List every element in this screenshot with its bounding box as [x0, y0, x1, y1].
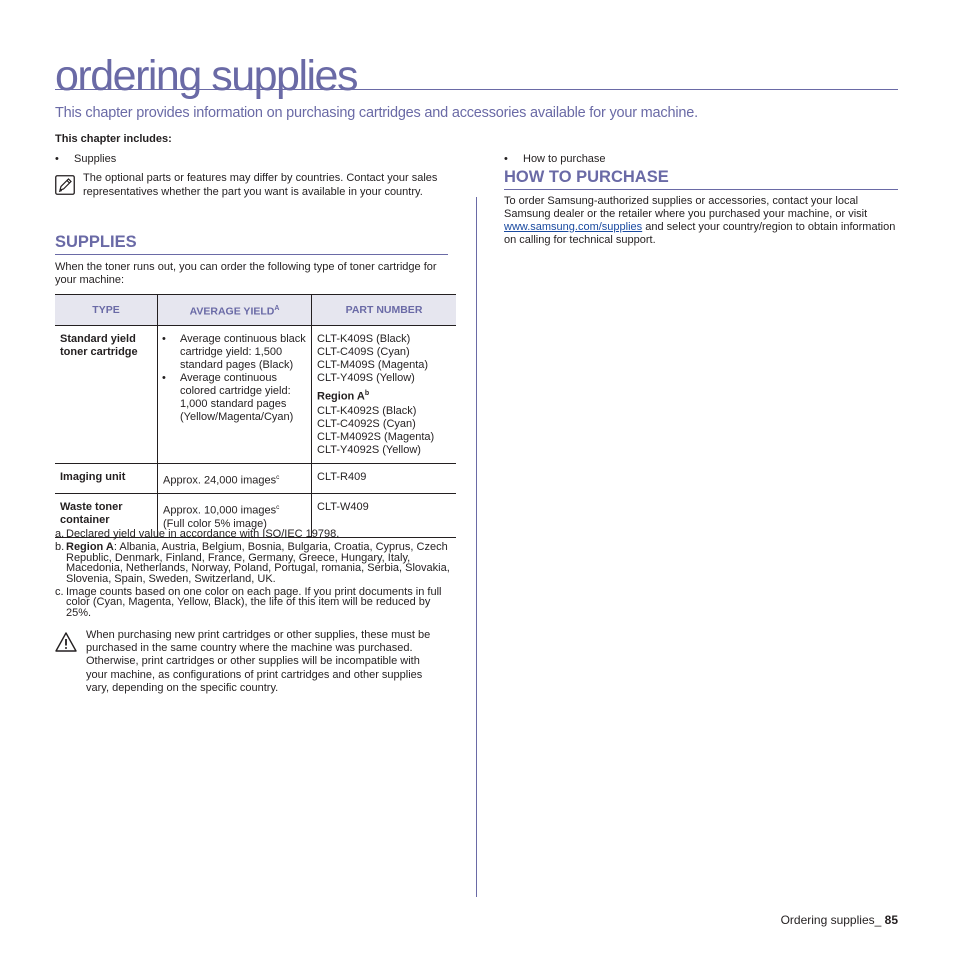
part-number: CLT-Y409S (Yellow)	[317, 372, 415, 384]
column-header-type: TYPE	[55, 295, 158, 326]
part-number: CLT-K4092S (Black)	[317, 404, 417, 417]
region-label: Region $A^b$	[317, 390, 370, 403]
caution-text: When purchasing new print cartridges or other supplies, these must be purchased in the same country where the machine was purchased. Otherwise, print cartridges or other supplies will be incompatible with your machine, as configurations of print cartridges and other supplies vary, depending on the specific country.	[86, 629, 431, 694]
row-yield	[158, 326, 312, 464]
bullet-dot: •	[504, 153, 508, 165]
part-number: CLT-C409S (Cyan)	[317, 346, 410, 358]
row-type: Imaging unit	[55, 463, 158, 494]
toc-item-supplies[interactable]	[55, 153, 116, 165]
chapter-intro: This chapter provides information on purchasing cartridges and accessories available for your machine.	[55, 105, 698, 121]
chapter-title: ordering supplies	[55, 52, 357, 100]
part-number: CLT-M4092S (Magenta)	[317, 430, 435, 443]
how-to-purchase-text: To order Samsung-authorized supplies or accessories, contact your local Samsung dealer or the retailer where you purchased your machine, or visit www.samsung.com/supplies and select your country/region to obtain information on calling for technical support.	[504, 195, 896, 246]
table-row	[55, 463, 456, 494]
footnote-ref-a: A	[274, 304, 280, 312]
includes-heading: This chapter includes:	[55, 133, 172, 145]
toc-item-label: Supplies	[74, 153, 117, 165]
yield-extra: (Full color 5% image)	[163, 517, 267, 530]
how-to-purchase-heading-rule	[504, 189, 898, 190]
footer-label: Ordering supplies_	[780, 913, 882, 927]
row-part-number: CLT-W409	[312, 494, 457, 538]
column-header-part-number: PART NUMBER	[312, 295, 457, 326]
footnote-ref-c: c	[276, 473, 280, 481]
footnote-c: c. Image counts based on one color on each page. If you print documents in full color (Cyan, Magenta, Yellow, Black), the life of this item will be reduced by 25%.	[55, 586, 442, 619]
supplies-heading: SUPPLIES	[55, 233, 137, 251]
yield-item: • Average continuous black cartridge yield: 1,500 standard pages (Black)	[163, 333, 306, 372]
column-header-average-yield: AVERAGE $YIELD^A$	[158, 295, 312, 326]
table-header-row	[55, 295, 456, 326]
part-number: CLT-Y4092S (Yellow)	[317, 443, 421, 456]
part-number: CLT-C4092S (Cyan)	[317, 417, 416, 430]
row-type: Standard yield toner cartridge	[55, 326, 158, 464]
row-type: Waste toner container	[55, 494, 158, 538]
table-footnotes	[55, 529, 455, 621]
footnote-a: a. Declared yield value in accordance with ISO/IEC 19798.	[55, 528, 340, 540]
footnote-ref-c: c	[276, 504, 280, 512]
toc-item-how-to-purchase[interactable]	[504, 153, 606, 165]
part-number: CLT-M409S (Magenta)	[317, 359, 429, 371]
page-footer	[781, 913, 898, 927]
table-row	[55, 326, 456, 464]
footnote-label: Region A	[66, 541, 114, 554]
yield-item: • Average continuous colored cartridge yield: 1,000 standard pages (Yellow/Magenta/Cyan)	[163, 372, 306, 424]
row-yield: Approx. 10,000 images$^c$ (Full color 5% image)	[158, 494, 312, 538]
warning-triangle-icon	[55, 632, 77, 652]
row-part-number: CLT-R409	[312, 463, 457, 494]
row-yield: Approx. 24,000 images$^c$	[158, 463, 312, 494]
column-divider	[476, 197, 477, 897]
note-pencil-icon	[55, 175, 75, 195]
how-to-purchase-heading: HOW TO PURCHASE	[504, 168, 669, 186]
footnote-ref-b: b	[364, 390, 370, 397]
row-part-numbers	[312, 326, 457, 464]
footnote-b: b. Region A: Albania, Austria, Belgium, Bosnia, Bulgaria, Croatia, Cyprus, Czech Republic, Denmark, Finland, France, Germany, Greece, Hungary, Italy, Macedonia, Netherlands, Norway, Poland, Portugal, romania, Serbia, Slovakia, Slovenia, Spain, Sweden, Switzerland, UK.	[55, 541, 450, 585]
samsung-supplies-link[interactable]: www.samsung.com/supplies	[504, 221, 643, 233]
title-rule	[55, 89, 898, 90]
page-number: 85	[884, 913, 898, 927]
part-number: CLT-K409S (Black)	[317, 333, 411, 345]
toc-item-label: How to purchase	[523, 153, 606, 165]
supplies-table	[55, 294, 456, 538]
bullet-dot: •	[55, 153, 59, 165]
supplies-intro: When the toner runs out, you can order the following type of toner cartridge for your machine:	[55, 261, 437, 286]
supplies-heading-rule	[55, 254, 448, 255]
note-text: The optional parts or features may differ by countries. Contact your sales representatives whether the part you want is available in your country.	[83, 172, 438, 198]
